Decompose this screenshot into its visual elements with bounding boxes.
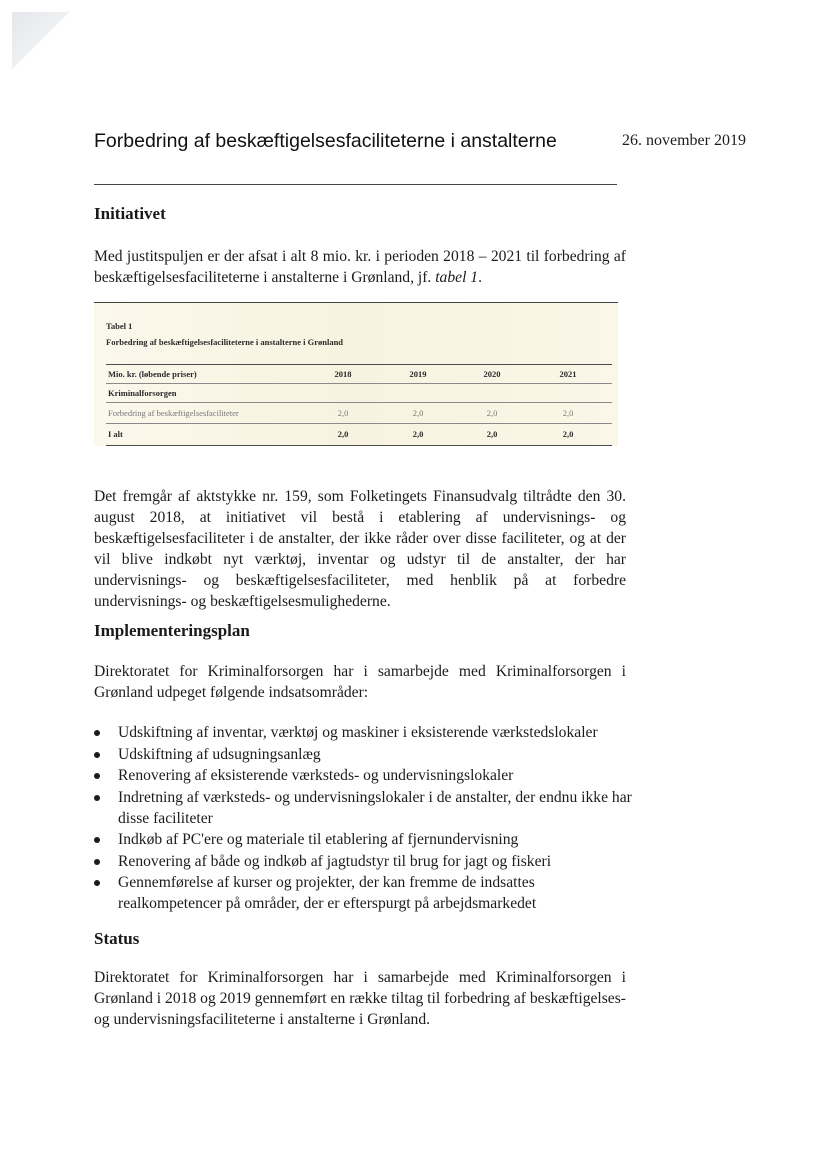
table-total-value: 2,0 (412, 429, 424, 439)
paragraph-initiativet-intro (94, 246, 626, 288)
document-date: 26. november 2019 (622, 132, 746, 149)
table-row-label: Forbedring af beskæftigelsesfaciliteter (108, 408, 239, 418)
document-title: Forbedring af beskæftigelsesfaciliteterne i anstalterne (94, 130, 557, 152)
list-item-text: Renovering af både og indkøb af jagtudstyr til brug for jagt og fiskeri (118, 852, 552, 870)
table-year-header: 2018 (334, 369, 352, 379)
list-item (94, 765, 634, 786)
heading-implementeringsplan: Implementeringsplan (94, 621, 250, 640)
table-year-header: 2019 (409, 369, 427, 379)
table-unit-header: Mio. kr. (løbende priser) (108, 369, 197, 379)
table-group-label: Kriminalforsorgen (108, 388, 177, 398)
list-item-text: Udskiftning af udsugningsanlæg (118, 745, 321, 763)
table-row-value: 2,0 (337, 408, 349, 418)
table-reference-link[interactable]: tabel 1 (435, 269, 479, 286)
table-year-header: 2021 (559, 369, 577, 379)
paragraph-status: Direktoratet for Kriminalforsorgen har i samarbejde med Kriminalforsorgen i Grønland i 2018 og 2019 gennemført en række tiltag til forbedring af beskæftigelses- og undervisningsfaciliteterne i anstalterne i Grønland. (94, 969, 626, 1028)
bullet-icon (94, 837, 100, 843)
table-bottom-rule (106, 445, 612, 446)
table-row-value: 2,0 (412, 408, 424, 418)
heading-initiativet: Initiativet (94, 204, 166, 223)
table-header-rule-bottom (106, 383, 612, 384)
list-item (94, 787, 634, 829)
list-item (94, 829, 634, 850)
list-item-text: Indretning af værksteds- og undervisningslokaler i de anstalter, der endnu ikke har disse faciliteter (118, 788, 632, 827)
list-item-text: Indkøb af PC'ere og materiale til etablering af fjernundervisning (118, 831, 519, 848)
list-item-text: Udskiftning af inventar, værktøj og maskiner i eksisterende værkstedslokaler (118, 724, 598, 741)
table-total-label: I alt (108, 429, 123, 439)
list-item (94, 851, 634, 872)
bullet-icon (94, 730, 100, 736)
list-item-text: Gennemførelse af kurser og projekter, der kan fremme de indsattes realkompetencer på områder, der er efterspurgt på arbejdsmarkedet (118, 874, 537, 912)
indsatsomraader-list (94, 722, 634, 915)
table-year-header: 2020 (483, 369, 501, 379)
table-row-value: 2,0 (486, 408, 498, 418)
list-item (94, 872, 634, 914)
bullet-icon (94, 795, 100, 801)
table-total-rule (106, 423, 612, 424)
table-group-rule (106, 402, 612, 403)
bullet-icon (94, 880, 100, 886)
table-total-value: 2,0 (337, 429, 349, 439)
table-row-value: 2,0 (562, 408, 574, 418)
heading-status: Status (94, 929, 140, 948)
table-caption: Forbedring af beskæftigelsesfaciliteterne i anstalterne i Grønland (106, 337, 344, 347)
paragraph-aktstykke: Det fremgår af aktstykke nr. 159, som Folketingets Finansudvalg tiltrådte den 30. august 2018, at initiativet vil bestå i etablering af undervisnings- og beskæftigelsesfaciliteter i de anstalter, der ikke råder over disse faciliteter, og at der vil blive indkøbt nyt værktøj, inventar og udstyr til de anstalter, der har undervisnings- og beskæftigelsesfaciliteter, med henblik på at forbedre undervisnings- og beskæftigelsesmulighederne. (94, 488, 626, 610)
intro-text: Med justitspuljen er der afsat i alt 8 mio. kr. i perioden 2018 – 2021 til forbedring af beskæftigelsesfaciliteterne i anstalterne i Grønland, jf. (94, 248, 626, 286)
bullet-icon (94, 859, 100, 865)
header-divider (94, 184, 617, 185)
intro-end: . (478, 269, 483, 286)
table-1 (94, 302, 618, 447)
bullet-icon (94, 752, 100, 758)
table-label: Tabel 1 (106, 321, 133, 331)
table-header-rule-top (106, 364, 612, 365)
list-item-text: Renovering af eksisterende værksteds- og undervisningslokaler (118, 767, 514, 784)
bullet-icon (94, 773, 100, 779)
page-corner-fold (12, 12, 70, 70)
paragraph-implementering: Direktoratet for Kriminalforsorgen har i samarbejde med Kriminalforsorgen i Grønland udpeget følgende indsatsområder: (94, 663, 626, 701)
list-item (94, 722, 634, 743)
table-total-value: 2,0 (486, 429, 498, 439)
table-total-value: 2,0 (562, 429, 574, 439)
list-item (94, 744, 634, 765)
